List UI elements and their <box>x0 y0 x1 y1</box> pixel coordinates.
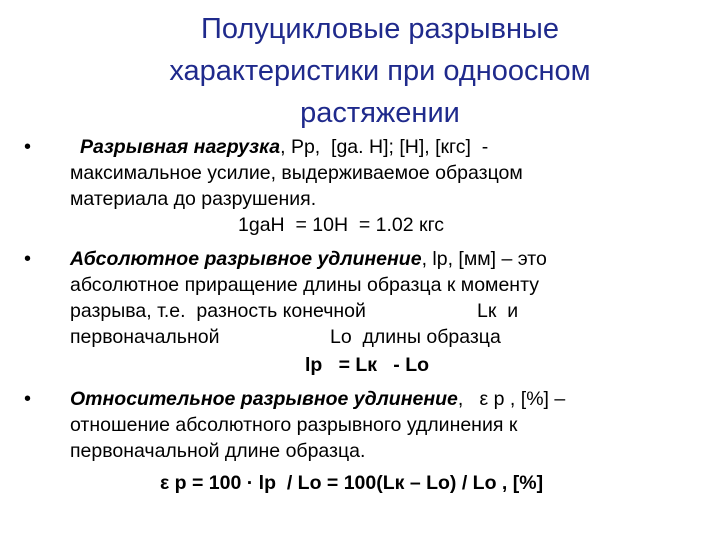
bullet-2: • <box>24 248 32 270</box>
item2-rest: , lр, [мм] – это <box>421 248 547 270</box>
slide-title <box>70 8 690 134</box>
item1-formula: 1gаН = 10Н = 1.02 кгс <box>238 214 445 236</box>
item2-line1 <box>70 246 547 272</box>
item2-term: Абсолютное разрывное удлинение <box>70 248 422 270</box>
title-line-1: Полуцикловые разрывные <box>201 13 559 45</box>
item1-rest: , Рр, [gа. Н]; [Н], [кгс] - <box>280 136 489 158</box>
bullet-1: • <box>24 136 32 158</box>
item1-line2: максимальное усилие, выдерживаемое образцом <box>70 162 523 184</box>
title-line-2: характеристики при одноосном <box>169 55 591 87</box>
item2-line4b: Lо длины образца <box>330 326 501 348</box>
bullet-3: • <box>24 388 32 410</box>
item1-line3: материала до разрушения. <box>70 188 317 210</box>
item2-line4a: первоначальной <box>70 326 220 348</box>
item1-line1 <box>80 134 488 160</box>
item3-line1 <box>70 386 565 412</box>
item3-rest: , ε р , [%] – <box>457 388 566 410</box>
item2-line3b: Lк и <box>477 300 519 322</box>
item2-formula: lр = Lк - Lо <box>305 354 430 376</box>
item3-term: Относительное разрывное удлинение <box>70 388 458 410</box>
item1-term: Разрывная нагрузка <box>80 136 281 158</box>
title-line-3: растяжении <box>300 97 460 129</box>
item3-formula: ε р = 100 · lр / Lо = 100(Lк – Lо) / Lо , [%] <box>160 472 544 494</box>
item2-line2: абсолютное приращение длины образца к моменту <box>70 274 539 296</box>
item3-line3: первоначальной длине образца. <box>70 440 366 462</box>
item2-line3a: разрыва, т.е. разность конечной <box>70 300 366 322</box>
item3-line2: отношение абсолютного разрывного удлинения к <box>70 414 518 436</box>
